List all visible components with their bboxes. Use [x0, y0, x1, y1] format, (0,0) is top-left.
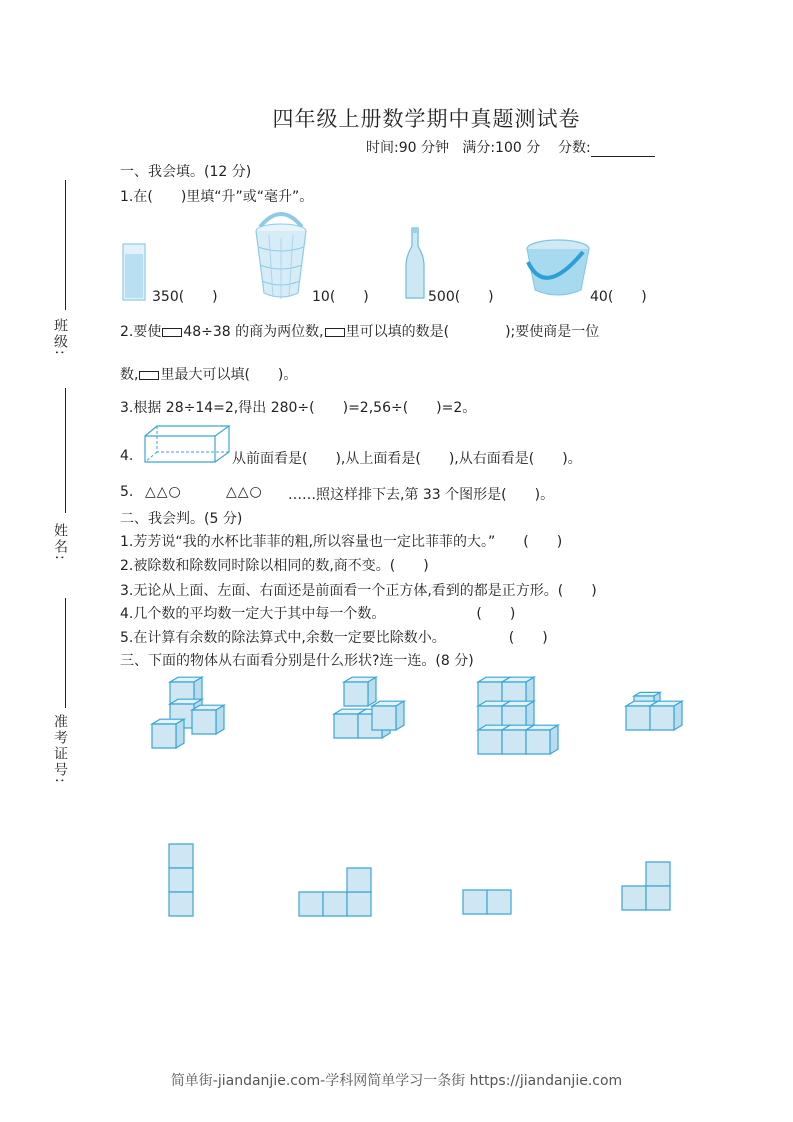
- cube-object-1: [150, 670, 240, 755]
- judge-item-5: 5.在计算有余数的除法算式中,余数一定要比除数小。 ( ): [120, 630, 548, 646]
- view-shape-2: [297, 866, 377, 920]
- score-label: 分数:: [558, 140, 591, 156]
- cube-object-2: [332, 670, 412, 745]
- view-square: [347, 892, 371, 916]
- q1-item-3: 500( ): [428, 289, 494, 305]
- footer-watermark: 简单街-jiandanjie.com-学科网简单学习一条街 https://jiandanjie.com: [170, 1073, 623, 1089]
- sidebar-line-3: [65, 598, 66, 708]
- q2-part-b: 48÷38 的商为两位数,: [183, 324, 324, 340]
- score-blank[interactable]: [591, 142, 655, 157]
- cube-front-face: [626, 706, 650, 730]
- q5-pattern-2: △△○: [226, 484, 263, 500]
- q1-item-2: 10( ): [312, 289, 369, 305]
- q2-part-e: 里最大可以填( )。: [160, 367, 298, 383]
- cube-side-face: [176, 719, 184, 748]
- cube-front-face: [372, 706, 396, 730]
- view-shape-4: [620, 860, 676, 914]
- cube-object-3: [476, 670, 571, 760]
- q1-item-1: 350( ): [152, 289, 218, 305]
- cube-side-face: [550, 725, 558, 754]
- cube-side-face: [368, 677, 376, 706]
- q2-part-a: 2.要使: [120, 324, 162, 340]
- q1-item-4: 40( ): [590, 289, 647, 305]
- q4-text: 从前面看是( ),从上面看是( ),从右面看是( )。: [232, 451, 582, 467]
- view-square: [622, 886, 646, 910]
- cube-front-face: [152, 724, 176, 748]
- cube-side-face: [674, 701, 682, 730]
- view-shape-3: [461, 888, 517, 918]
- cube-front-face: [192, 710, 216, 734]
- exam-full-score: 满分:100 分: [462, 140, 541, 156]
- name-label: 姓名:: [52, 523, 68, 562]
- plastic-bucket-icon: [525, 238, 591, 300]
- cube-object-4: [624, 686, 694, 736]
- q3-text: 3.根据 28÷14=2,得出 280÷( )=2,56÷( )=2。: [120, 400, 477, 416]
- view-square: [347, 868, 371, 892]
- judge-item-1: 1.芳芳说“我的水杯比菲菲的粗,所以容量也一定比菲菲的大。” ( ): [120, 534, 563, 550]
- class-label: 班级:: [52, 318, 68, 357]
- q4-number: 4.: [120, 448, 134, 464]
- cube-front-face: [526, 730, 550, 754]
- view-square: [487, 890, 511, 914]
- cube-front-face: [478, 730, 502, 754]
- cube-front-face: [344, 682, 368, 706]
- id-label: 准考证号:: [52, 714, 68, 785]
- q2-part-d: 数,: [120, 367, 139, 383]
- exam-title: 四年级上册数学期中真题测试卷: [272, 107, 581, 131]
- blank-box[interactable]: [139, 371, 159, 380]
- blank-box[interactable]: [162, 328, 182, 337]
- cube-front-face: [650, 706, 674, 730]
- cube-front-face: [334, 714, 358, 738]
- q5-number: 5.: [120, 484, 134, 500]
- wooden-bucket-icon: [252, 207, 310, 302]
- view-square: [169, 892, 193, 916]
- q2-line-1: [120, 321, 599, 341]
- q2-part-c: 里可以填的数是( );要使商是一位: [345, 324, 600, 340]
- view-square: [169, 844, 193, 868]
- judge-item-4: 4.几个数的平均数一定大于其中每一个数。 ( ): [120, 606, 516, 622]
- sidebar-line-1: [65, 180, 66, 310]
- cube-front-face: [502, 730, 526, 754]
- cube-side-face: [216, 705, 224, 734]
- cube-side-face: [396, 701, 404, 730]
- judge-item-2: 2.被除数和除数同时除以相同的数,商不变。( ): [120, 558, 429, 574]
- view-square: [646, 862, 670, 886]
- view-square: [646, 886, 670, 910]
- view-square: [169, 868, 193, 892]
- blank-box[interactable]: [325, 328, 345, 337]
- bottle-icon: [402, 226, 428, 302]
- section2-heading: 二、我会判。(5 分): [120, 511, 243, 527]
- view-shape-1: [167, 842, 197, 920]
- section1-heading: 一、我会填。(12 分): [120, 164, 252, 180]
- section3-heading: 三、下面的物体从右面看分别是什么形状?连一连。(8 分): [120, 653, 474, 669]
- judge-item-3: 3.无论从上面、左面、右面还是前面看一个正方体,看到的都是正方形。( ): [120, 583, 597, 599]
- q5-text: ……照这样排下去,第 33 个图形是( )。: [288, 487, 555, 503]
- q1-text: 1.在( )里填“升”或“毫升”。: [120, 189, 314, 205]
- glass-icon: [120, 240, 150, 302]
- sidebar-line-2: [65, 388, 66, 513]
- q5-pattern-1: △△○: [145, 484, 182, 500]
- cuboid-icon: [143, 424, 231, 464]
- view-square: [463, 890, 487, 914]
- q2-line-2: [120, 364, 297, 384]
- exam-meta: [366, 137, 655, 157]
- view-square: [323, 892, 347, 916]
- view-square: [299, 892, 323, 916]
- exam-time: 时间:90 分钟: [366, 140, 449, 156]
